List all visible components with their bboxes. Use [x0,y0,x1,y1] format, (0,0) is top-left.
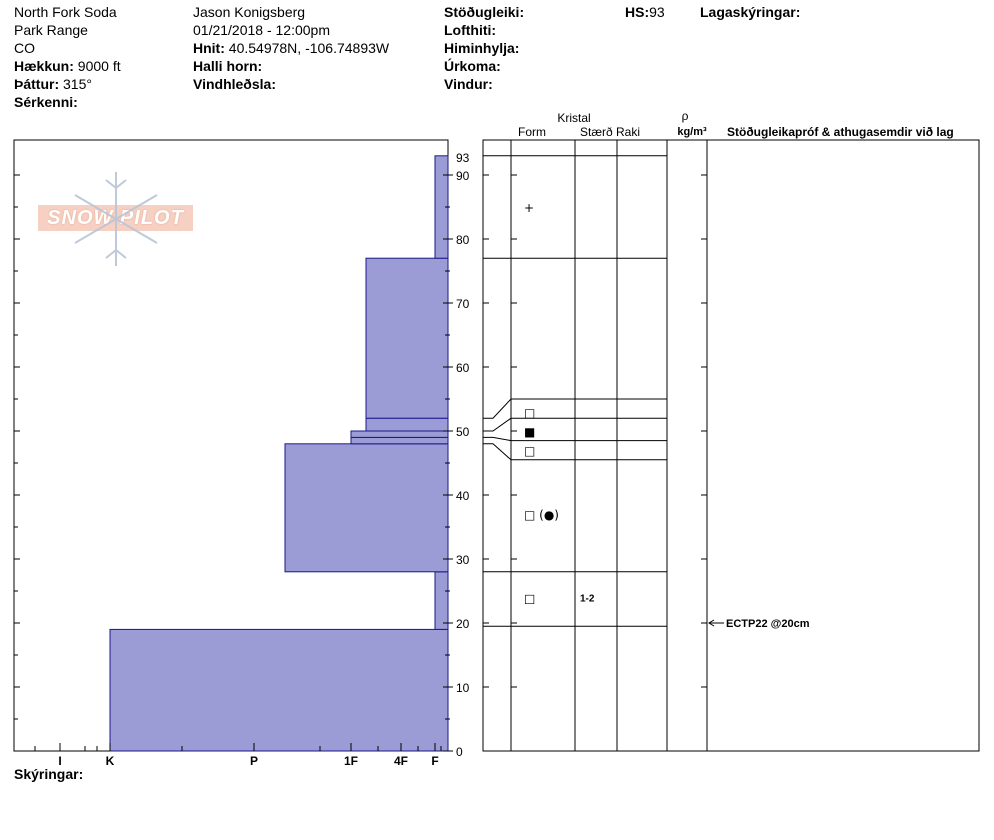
hardness-layer-bar-6 [366,258,448,418]
grain-form-4: □ (●) [524,508,559,523]
col-moisture: Raki [616,125,641,139]
elevation-label: Hækkun: [14,58,74,74]
snowflake-icon [75,172,157,266]
hardness-layer-bar-2 [285,444,448,572]
location-name: North Fork Soda [14,4,117,20]
features-label: Sérkenni: [14,94,78,110]
slope-label: Halli horn: [193,58,263,74]
aspect-label: Þáttur: [14,76,60,92]
state-name: CO [14,40,35,56]
notes-label: Skýringar: [14,766,84,782]
hardness-tick-label-1F: 1F [343,754,359,768]
hs-value: 93 [649,4,665,20]
hardness-tick-label-F: F [431,754,439,768]
grain-connector-1 [483,418,511,431]
observation-datetime: 01/21/2018 - 12:00pm [193,22,330,38]
hardness-layer-bar-5 [366,418,448,431]
grain-connector-0 [483,399,511,418]
air-temp-label: Lofthiti: [444,22,497,38]
hardness-layer-bar-3 [351,437,448,443]
col-crystal: Kristal [557,111,591,125]
depth-tick-label-80: 80 [456,233,470,247]
hardness-tick-label-4F: 4F [393,754,409,768]
depth-tick-label-40: 40 [456,489,470,503]
hardness-layer-bar-0 [110,629,448,751]
hardness-tick-label-K: K [105,754,115,768]
hardness-layers [110,156,448,751]
grain-connector-2 [483,437,511,440]
stability-label: Stöðugleiki: [444,4,525,20]
precip-label: Úrkoma: [444,58,501,74]
stability-tests [709,618,810,630]
coords-label: Hnit: [193,40,225,56]
hardness-tick-label-I: I [58,754,62,768]
col-tests: Stöðugleikapróf & athugasemdir við lag [727,125,954,139]
depth-tick-label-90: 90 [456,169,470,183]
hs-tick-label: 93 [456,150,470,165]
hardness-tick-label-P: P [249,754,259,768]
depth-tick-label-50: 50 [456,425,470,439]
range-name: Park Range [14,22,88,38]
col-size: Stærð [580,125,613,139]
hs-label: HS: [625,4,650,20]
grain-connector-3 [483,444,511,460]
observer-name: Jason Konigsberg [193,4,306,20]
col-density-unit: kg/m³ [677,126,707,138]
aspect-value: 315° [63,76,92,92]
layer-notes-label: Lagaskýringar: [700,4,801,20]
grain-table [483,140,979,751]
hardness-layer-bar-4 [351,431,448,437]
grain-size-5: 1-2 [580,593,595,605]
col-rho: ρ [681,109,689,123]
wind-loading-label: Vindhleðsla: [193,76,276,92]
grain-form-0: + [524,201,535,215]
grain-form-3: □ [524,444,536,459]
wind-label: Vindur: [444,76,493,92]
depth-tick-label-10: 10 [456,681,470,695]
depth-tick-label-60: 60 [456,361,470,375]
grain-form-2: ■ [524,425,536,439]
grain-form-5: □ [524,591,536,606]
depth-tick-label-30: 30 [456,553,470,567]
depth-tick-label-70: 70 [456,297,470,311]
snowpilot-logo-text: SNOW PILOT [47,207,184,229]
elevation-value: 9000 ft [77,58,121,74]
col-form: Form [518,125,546,139]
depth-tick-label-20: 20 [456,617,470,631]
sky-label: Himinhylja: [444,40,520,56]
grain-table-frame [483,140,979,751]
grain-form-1: □ [524,405,536,420]
hardness-layer-bar-1 [435,572,448,630]
test-label-0: ECTP22 @20cm [726,618,810,630]
coords-value: 40.54978N, -106.74893W [228,40,390,56]
depth-tick-label-0: 0 [456,745,463,759]
